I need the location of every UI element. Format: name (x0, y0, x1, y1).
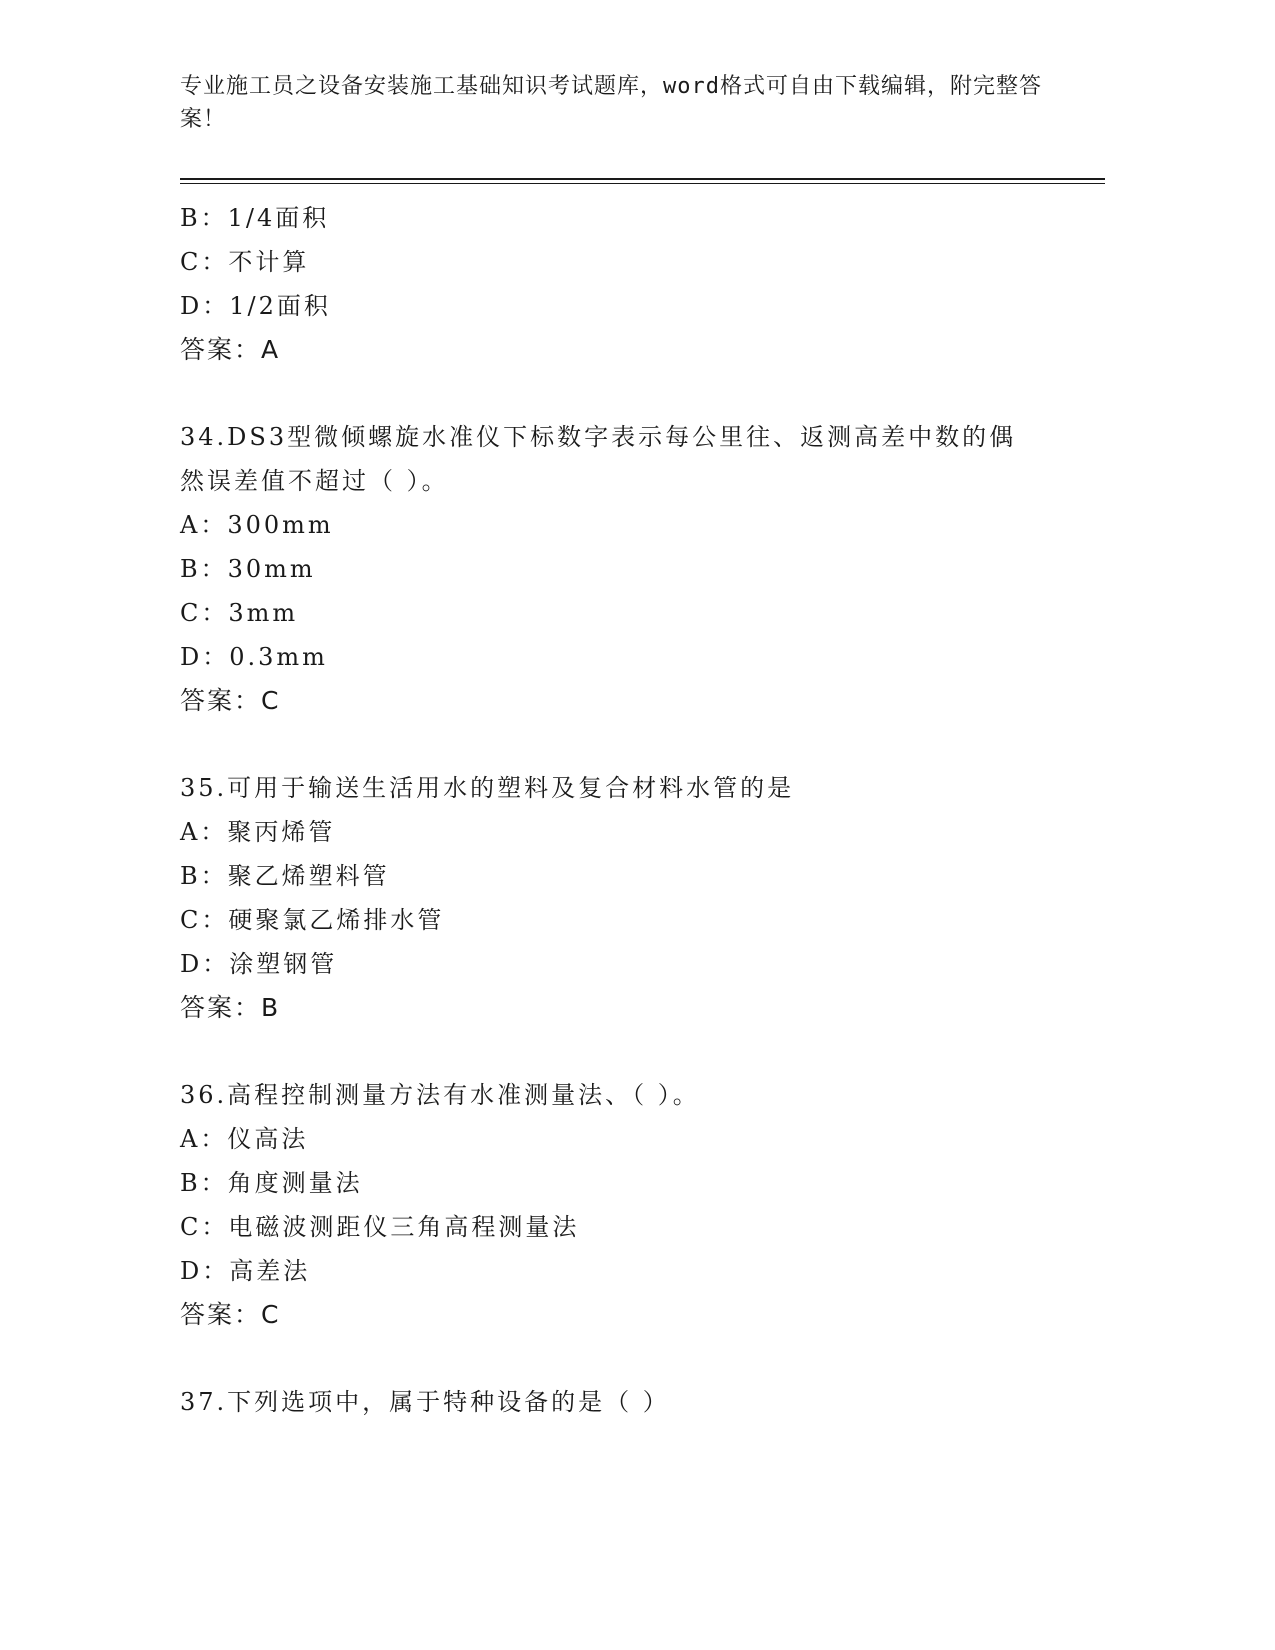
option-d: D：高差法 (180, 1257, 311, 1285)
question-list (180, 196, 1080, 1424)
question-stem: 36.高程控制测量方法有水准测量法、（ ）。 (180, 1081, 700, 1109)
option-b: B：1/4面积 (180, 204, 330, 232)
answer-line: 答案：A (180, 335, 281, 364)
option-b: B：聚乙烯塑料管 (180, 862, 390, 890)
option-c: C：电磁波测距仪三角高程测量法 (180, 1213, 580, 1241)
option-a: A：聚丙烯管 (180, 818, 336, 846)
question-36 (180, 1073, 1080, 1337)
answer-line: 答案：B (180, 993, 281, 1022)
answer-line: 答案：C (180, 686, 281, 715)
option-d: D：0.3mm (180, 643, 328, 671)
option-d: D：涂塑钢管 (180, 950, 338, 978)
question-33-tail (180, 196, 1080, 372)
question-stem: 37.下列选项中，属于特种设备的是（ ） (180, 1388, 670, 1416)
option-c: C：不计算 (180, 248, 310, 276)
option-d: D：1/2面积 (180, 292, 331, 320)
option-c: C：硬聚氯乙烯排水管 (180, 906, 445, 934)
document-header: 专业施工员之设备安装施工基础知识考试题库，word格式可自由下载编辑，附完整答案！ (180, 74, 1042, 132)
header-divider (180, 178, 1105, 180)
question-stem: 35.可用于输送生活用水的塑料及复合材料水管的是 (180, 774, 795, 802)
answer-line: 答案：C (180, 1300, 281, 1329)
question-stem: 34.DS3型微倾螺旋水准仪下标数字表示每公里往、返测高差中数的偶然误差值不超过（ ）。 (180, 423, 1017, 495)
option-b: B：角度测量法 (180, 1169, 363, 1197)
option-b: B：30mm (180, 555, 316, 583)
option-a: A：仪高法 (180, 1125, 309, 1153)
question-34 (180, 415, 1080, 723)
option-c: C：3mm (180, 599, 299, 627)
question-35 (180, 766, 1080, 1030)
option-a: A：300mm (180, 511, 334, 539)
header-divider-thin (180, 183, 1105, 184)
question-37 (180, 1380, 1080, 1424)
